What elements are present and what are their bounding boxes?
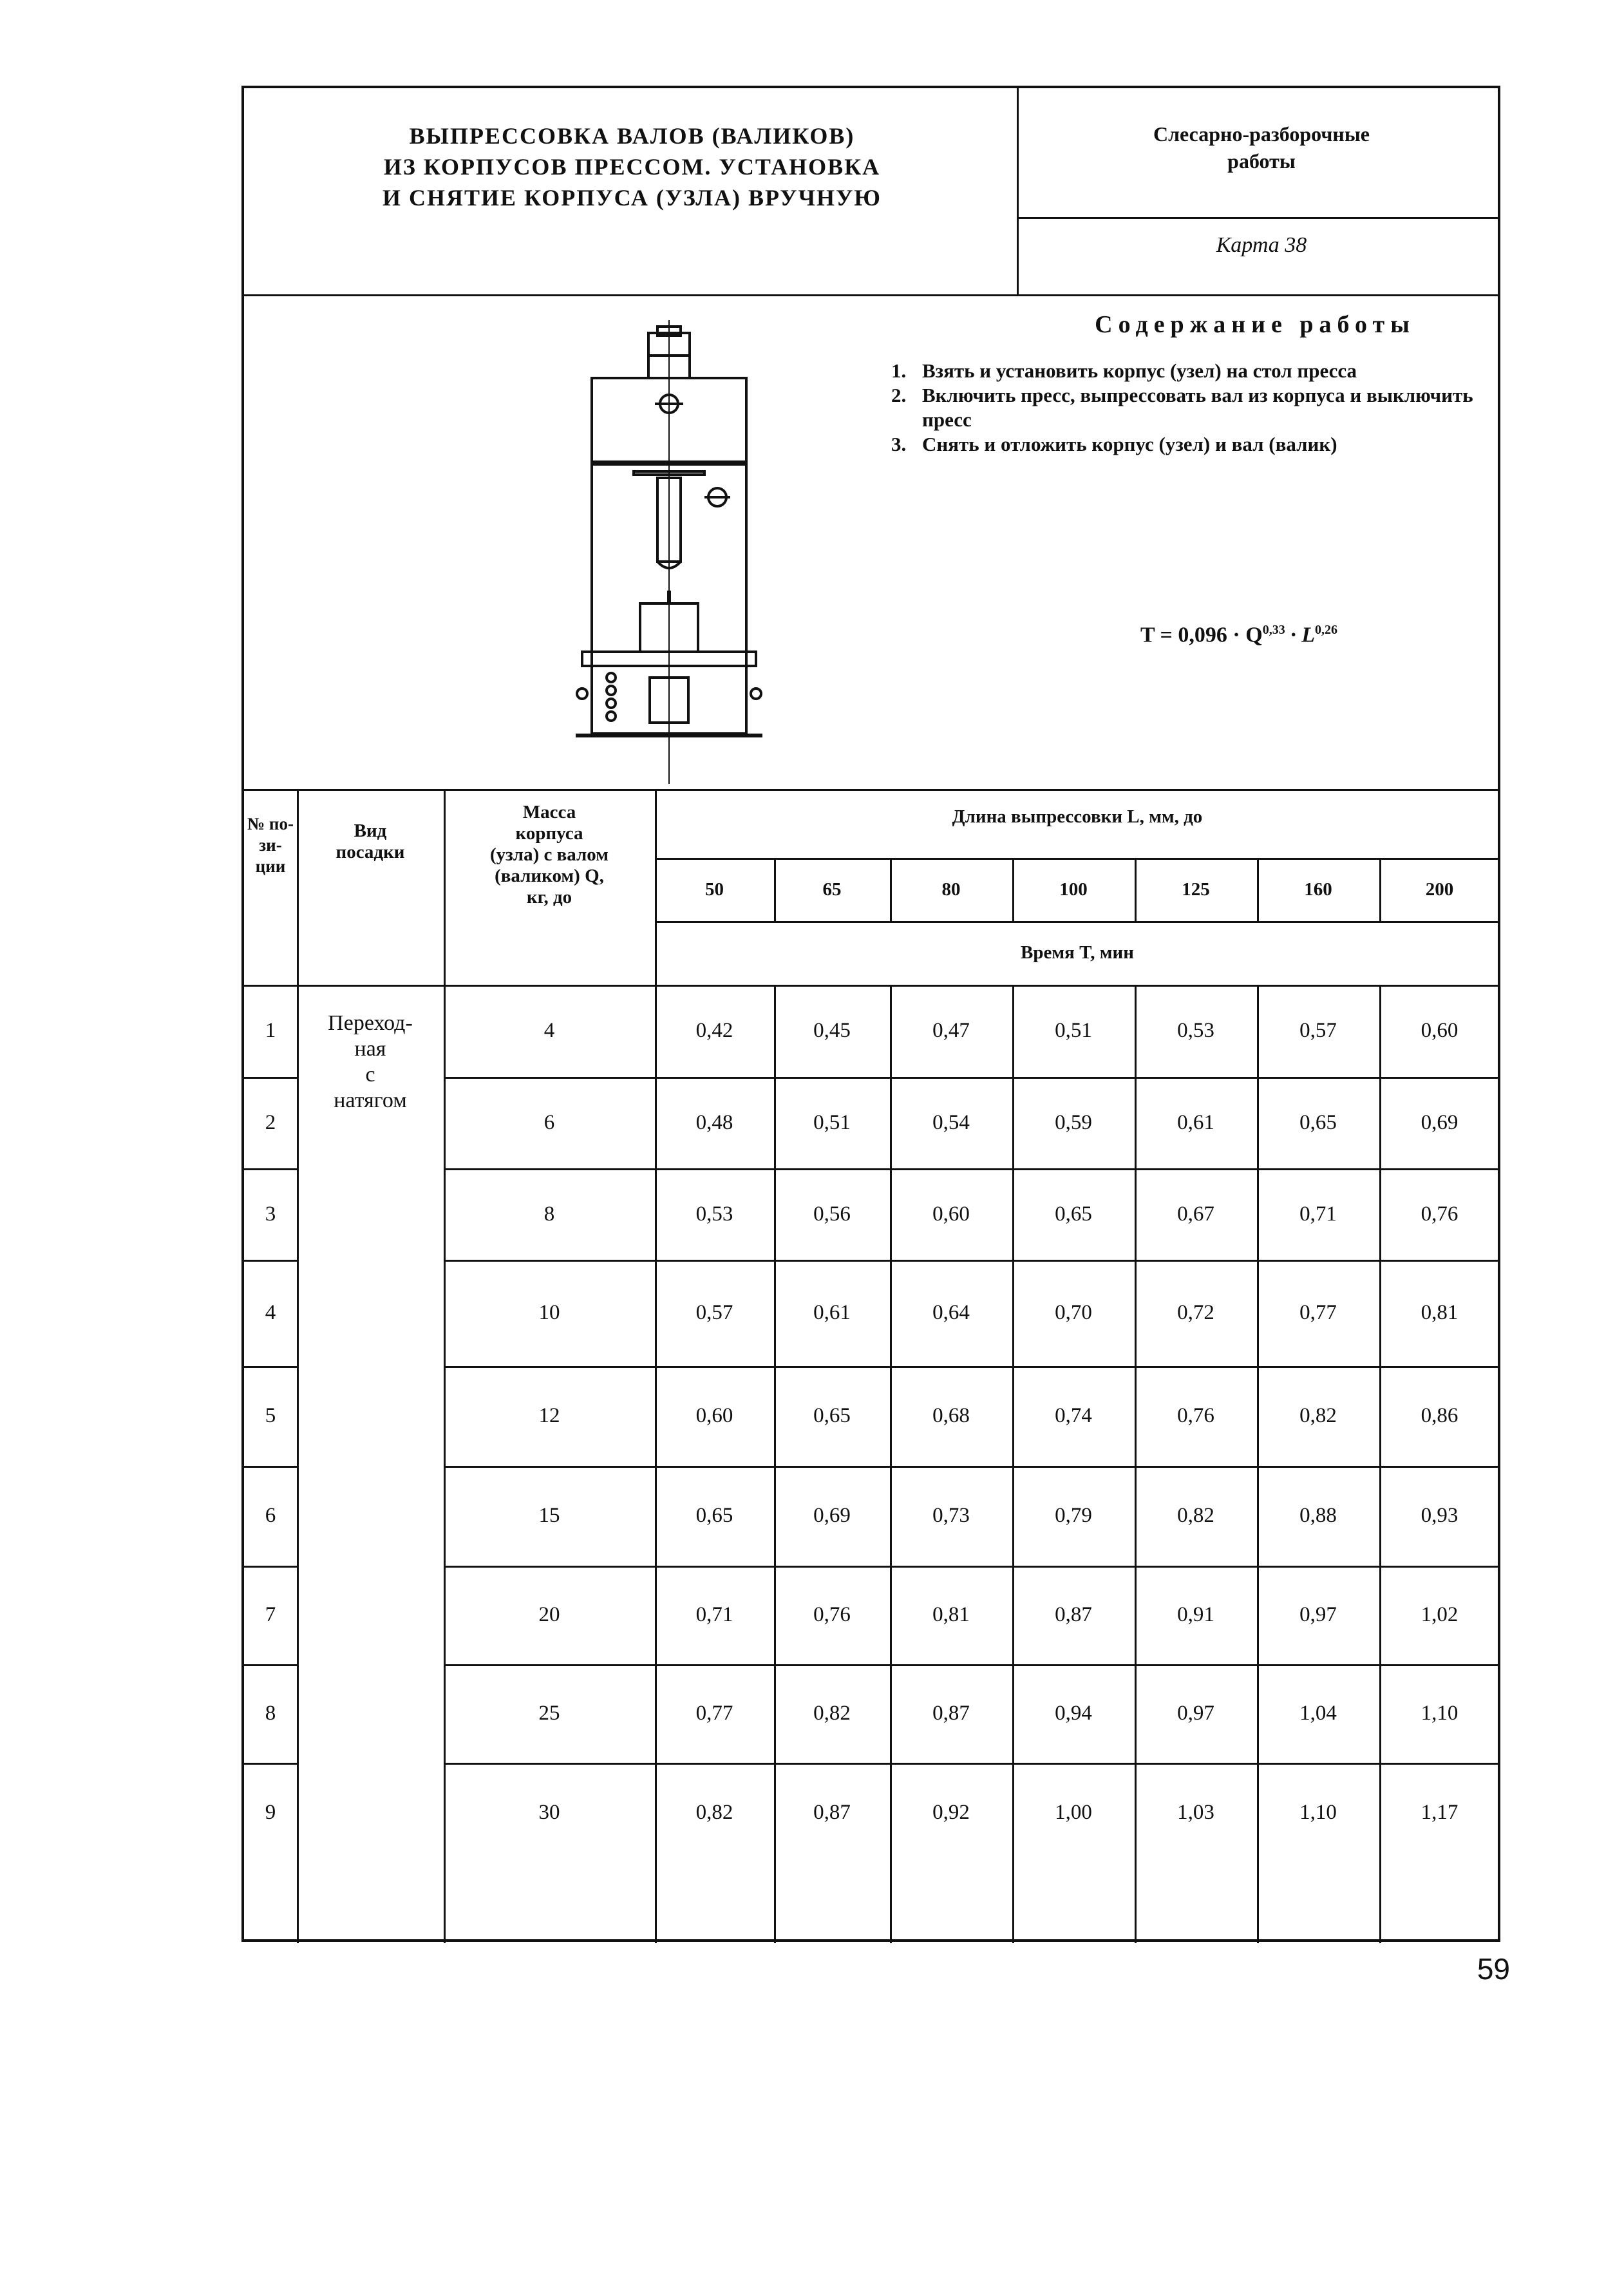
time-value: 0,87 (932, 1702, 970, 1725)
time-value: 0,53 (1177, 1019, 1214, 1042)
time-value: 0,51 (813, 1110, 851, 1134)
time-value: 0,76 (813, 1603, 851, 1626)
time-value: 0,86 (1421, 1404, 1459, 1427)
card-title: ВЫПРЕССОВКА ВАЛОВ (ВАЛИКОВ) ИЗ КОРПУСОВ ПРЕССОМ. УСТАНОВКА И СНЯТИЕ КОРПУСА (УЗЛА) ВРУЧНУЮ (382, 123, 882, 211)
time-value: 1,10 (1421, 1702, 1459, 1725)
mass-value: 8 (543, 1202, 555, 1226)
fit-type: Переход- ная с натягом (328, 1011, 413, 1112)
work-step: 3. Снять и отложить корпус (узел) и вал (валик) (891, 433, 1337, 455)
time-value: 0,92 (932, 1801, 970, 1824)
position-number: 6 (265, 1504, 276, 1527)
time-value: 0,53 (695, 1202, 733, 1226)
time-value: 1,17 (1421, 1801, 1459, 1824)
time-formula: T = 0,096 · Q$^{0,33}$ · L$^{0,26}$ (1140, 623, 1337, 647)
mass-value: 12 (538, 1404, 560, 1427)
content-heading: Содержание работы (1095, 311, 1415, 338)
position-number: 2 (265, 1110, 276, 1134)
time-value: 0,57 (1299, 1019, 1337, 1042)
work-steps (891, 359, 1497, 457)
time-value: 0,69 (813, 1504, 851, 1527)
time-value: 0,60 (1421, 1019, 1459, 1042)
position-number: 5 (265, 1404, 276, 1427)
position-number: 4 (265, 1301, 276, 1324)
column-header-length: Длина выпрессовки L, мм, до (952, 806, 1203, 827)
card-number: Карта 38 (1216, 233, 1307, 257)
time-value: 1,04 (1299, 1702, 1337, 1725)
time-value: 0,68 (932, 1404, 970, 1427)
time-value: 0,70 (1055, 1301, 1092, 1324)
time-value: 1,10 (1299, 1801, 1337, 1824)
time-value: 0,87 (813, 1801, 851, 1824)
work-step: 1. Взять и установить корпус (узел) на стол пресса (891, 359, 1357, 382)
length-value: 65 (822, 878, 842, 900)
time-value: 0,73 (932, 1504, 970, 1527)
time-value: 0,65 (695, 1504, 733, 1527)
time-value: 0,77 (695, 1702, 733, 1725)
position-number: 3 (265, 1202, 276, 1226)
time-value: 0,76 (1177, 1404, 1214, 1427)
length-value: 160 (1304, 878, 1332, 900)
time-value: 1,00 (1055, 1801, 1092, 1824)
time-value: 0,71 (695, 1603, 733, 1626)
time-value: 0,48 (695, 1110, 733, 1134)
time-value: 0,64 (932, 1301, 970, 1324)
position-number: 1 (265, 1019, 276, 1042)
page-number: 59 (1477, 1952, 1510, 1986)
time-value: 0,69 (1421, 1110, 1459, 1134)
time-value: 0,51 (1055, 1019, 1092, 1042)
mass-value: 10 (538, 1301, 560, 1324)
norm-card (241, 86, 1500, 1942)
time-value: 0,76 (1421, 1202, 1459, 1226)
time-value: 1,03 (1177, 1801, 1214, 1824)
time-value: 0,67 (1177, 1202, 1214, 1226)
length-value: 100 (1059, 878, 1088, 900)
time-value: 0,94 (1055, 1702, 1092, 1725)
work-step: 2. Включить пресс, выпрессовать вал из корпуса и выключить пресс (891, 384, 1473, 431)
column-header-fit: Вид посадки (335, 821, 405, 862)
column-header-mass: Масса корпуса (узла) с валом (валиком) Q, кг, до (490, 801, 609, 907)
mass-value: 20 (538, 1603, 560, 1626)
time-value: 1,02 (1421, 1603, 1459, 1626)
mass-value: 30 (538, 1801, 560, 1824)
position-number: 9 (265, 1801, 276, 1824)
time-value: 0,81 (1421, 1301, 1459, 1324)
mass-value: 4 (543, 1019, 555, 1042)
time-value: 0,72 (1177, 1301, 1214, 1324)
time-value: 0,59 (1055, 1110, 1092, 1134)
time-value: 0,45 (813, 1019, 851, 1042)
length-value: 125 (1182, 878, 1210, 900)
time-value: 0,81 (932, 1603, 970, 1626)
time-value: 0,82 (1299, 1404, 1337, 1427)
position-number: 7 (265, 1603, 276, 1626)
time-value: 0,47 (932, 1019, 970, 1042)
time-value: 0,65 (1299, 1110, 1337, 1134)
time-value: 0,61 (813, 1301, 851, 1324)
time-value: 0,82 (1177, 1504, 1214, 1527)
time-value: 0,77 (1299, 1301, 1337, 1324)
time-value: 0,57 (695, 1301, 733, 1324)
column-header-time: Время T, мин (1021, 942, 1134, 963)
time-value: 0,82 (813, 1702, 851, 1725)
column-header-position: № по- зи- ции (247, 813, 294, 876)
time-value: 0,42 (695, 1019, 733, 1042)
time-value: 0,56 (813, 1202, 851, 1226)
length-value: 50 (705, 878, 724, 900)
time-value: 0,91 (1177, 1603, 1214, 1626)
time-value: 0,79 (1055, 1504, 1092, 1527)
time-value: 0,82 (695, 1801, 733, 1824)
mass-value: 15 (538, 1504, 560, 1527)
time-value: 0,60 (695, 1404, 733, 1427)
time-value: 0,71 (1299, 1202, 1337, 1226)
time-value: 0,60 (932, 1202, 970, 1226)
time-value: 0,54 (932, 1110, 970, 1134)
time-value: 0,97 (1177, 1702, 1214, 1725)
time-value: 0,88 (1299, 1504, 1337, 1527)
time-value: 0,65 (1055, 1202, 1092, 1226)
mass-value: 25 (538, 1702, 560, 1725)
mass-value: 6 (543, 1110, 555, 1134)
time-value: 0,74 (1055, 1404, 1092, 1427)
time-value: 0,65 (813, 1404, 851, 1427)
time-value: 0,93 (1421, 1504, 1459, 1527)
position-number: 8 (265, 1702, 276, 1725)
length-value: 80 (941, 878, 961, 900)
press-drawing (572, 320, 766, 784)
time-value: 0,87 (1055, 1603, 1092, 1626)
time-value: 0,97 (1299, 1603, 1337, 1626)
length-value: 200 (1425, 878, 1454, 900)
time-value: 0,61 (1177, 1110, 1214, 1134)
work-category: Слесарно-разборочные работы (1153, 122, 1370, 173)
